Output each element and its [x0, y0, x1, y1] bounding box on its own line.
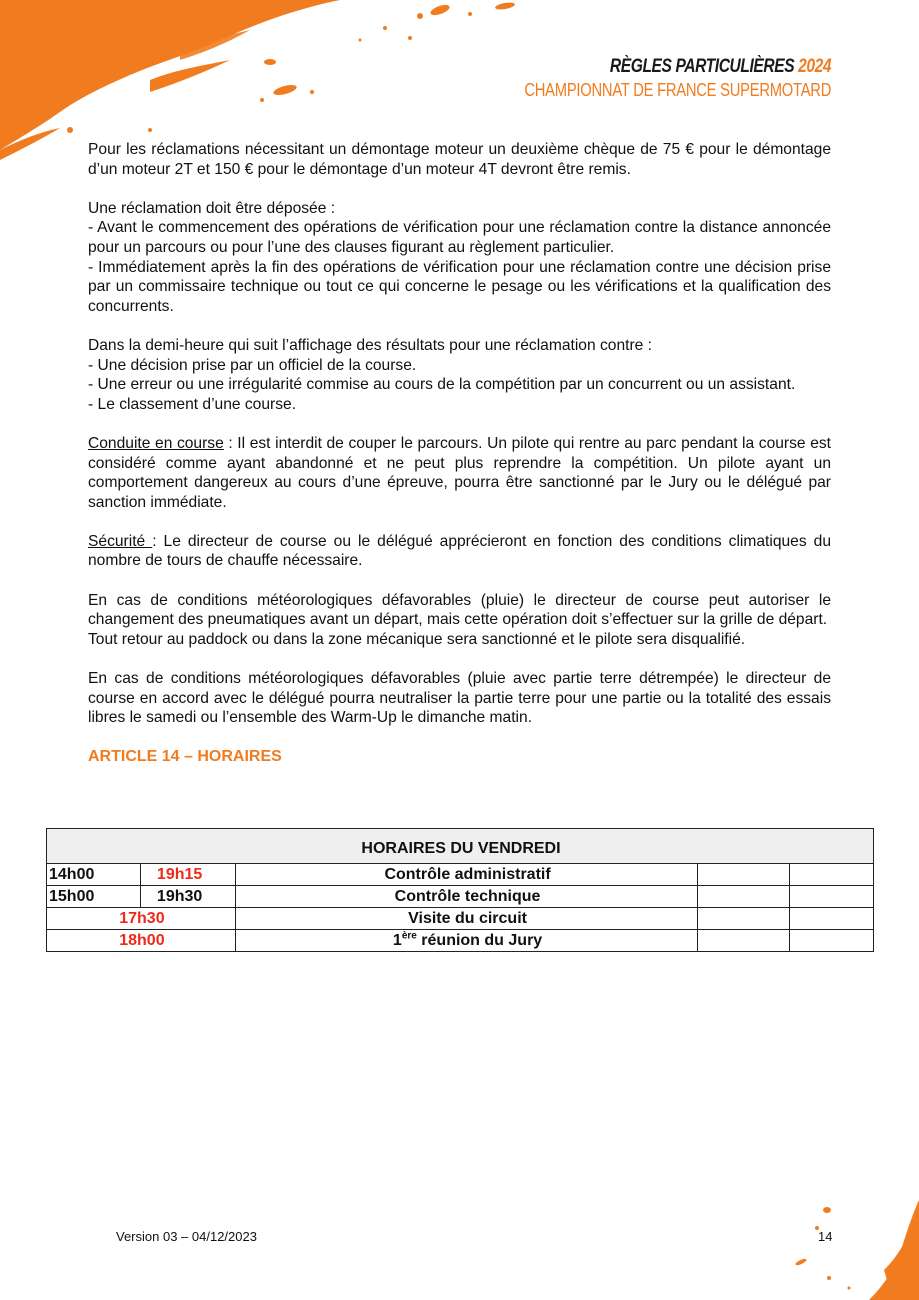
header-subtitle: CHAMPIONNAT DE FRANCE SUPERMOTARD — [524, 80, 831, 100]
empty-cell — [698, 886, 790, 908]
tyre-change-text: En cas de conditions météorologiques défavorables (pluie) le directeur de course peut autoriser le changement des pneumatiques avant un départ, mais cette opération doit s’effectuer sur la grille de départ. — [88, 591, 831, 629]
header-title-text: RÈGLES PARTICULIÈRES — [609, 56, 795, 77]
race-conduct-label: Conduite en course — [88, 434, 224, 452]
claim-item-after: - Immédiatement après la fin des opérations de vérification pour une réclamation contre une décision prise par un commissaire technique ou tout ce qui concerne le pesage ou les vérifications et la qualification des concurrents. — [88, 258, 831, 315]
page-number: 14 — [818, 1229, 833, 1244]
race-conduct-text: : Il est interdit de couper le parcours. Un pilote qui rentre au parc pendant la course est considéré comme ayant abandonné et ne peut plus reprendre la compétition. Un pilote ayant un comportement dangereux au cours d’une épreuve, pourra être sanctionné par le Jury ou le délégué par sanction immédiate. — [88, 434, 831, 511]
paragraph-neutralise: En cas de conditions météorologiques défavorables (pluie avec partie terre détrempée) le directeur de course en accord avec le délégué pourra neutraliser la partie terre pour une partie ou la totalité des essais libres le samedi ou l’ensemble des Warm-Up le dimanche matin. — [88, 670, 831, 727]
document-body — [88, 140, 831, 787]
activity-label: Contrôle administratif — [235, 864, 697, 886]
empty-cell — [790, 908, 874, 930]
label-superscript: ère — [401, 930, 417, 942]
version-footer: Version 03 – 04/12/2023 — [116, 1229, 257, 1244]
empty-cell — [790, 864, 874, 886]
end-time: 19h30 — [140, 886, 235, 908]
orange-brush-decoration-bottom — [749, 1200, 919, 1300]
header-title — [524, 56, 831, 78]
table-row — [47, 908, 874, 930]
safety-text: : Le directeur de course ou le délégué apprécieront en fonction des conditions climatiques du nombre de tours de chauffe nécessaire. — [88, 532, 831, 570]
half-hour-item-1: - Une décision prise par un officiel de la course. — [88, 356, 417, 374]
article-heading: ARTICLE 14 – HORAIRES — [88, 748, 282, 766]
claim-item-before: - Avant le commencement des opérations de vérification pour une réclamation contre la distance annoncée pour un parcours ou pour l’une des clauses figurant au règlement particulier. — [88, 219, 831, 256]
table-row — [47, 864, 874, 886]
half-hour-item-2: - Une erreur ou une irrégularité commise au cours de la compétition par un concurrent ou un assistant. — [88, 376, 796, 394]
paragraph-race-conduct — [88, 434, 831, 512]
time: 18h00 — [47, 930, 236, 952]
schedule-title-row — [47, 829, 874, 864]
paragraph-half-hour — [88, 336, 831, 414]
paragraph-tyre-change — [88, 591, 831, 650]
page-header — [457, 56, 831, 102]
schedule-table — [46, 828, 874, 952]
paragraph-dismantling-fee: Pour les réclamations nécessitant un démontage moteur un deuxième chèque de 75 € pour le démontage d’un moteur 2T et 150 € pour le démontage d’un moteur 4T devront être remis. — [88, 141, 831, 178]
label-prefix: 1 — [392, 932, 402, 949]
header-year: 2024 — [797, 56, 831, 77]
activity-label — [235, 930, 697, 952]
activity-label: Visite du circuit — [235, 908, 697, 930]
paragraph-claim-deposit — [88, 199, 831, 317]
activity-label: Contrôle technique — [235, 886, 697, 908]
start-time: 15h00 — [47, 886, 141, 908]
empty-cell — [790, 886, 874, 908]
half-hour-intro: Dans la demi-heure qui suit l’affichage des résultats pour une réclamation contre : — [88, 336, 652, 354]
claim-intro: Une réclamation doit être déposée : — [88, 199, 336, 217]
half-hour-item-3: - Le classement d’une course. — [88, 395, 297, 413]
empty-cell — [698, 908, 790, 930]
time: 17h30 — [47, 908, 236, 930]
schedule-title: HORAIRES DU VENDREDI — [47, 829, 874, 864]
table-row — [47, 930, 874, 952]
empty-cell — [698, 864, 790, 886]
paddock-return-text: Tout retour au paddock ou dans la zone mécanique sera sanctionné et le pilote sera disqualifié. — [88, 630, 746, 648]
table-row — [47, 886, 874, 908]
safety-label: Sécurité — [88, 532, 153, 550]
start-time: 14h00 — [47, 864, 141, 886]
paragraph-safety — [88, 532, 831, 571]
end-time: 19h15 — [140, 864, 235, 886]
empty-cell — [698, 930, 790, 952]
empty-cell — [790, 930, 874, 952]
label-text: réunion du Jury — [416, 932, 543, 949]
